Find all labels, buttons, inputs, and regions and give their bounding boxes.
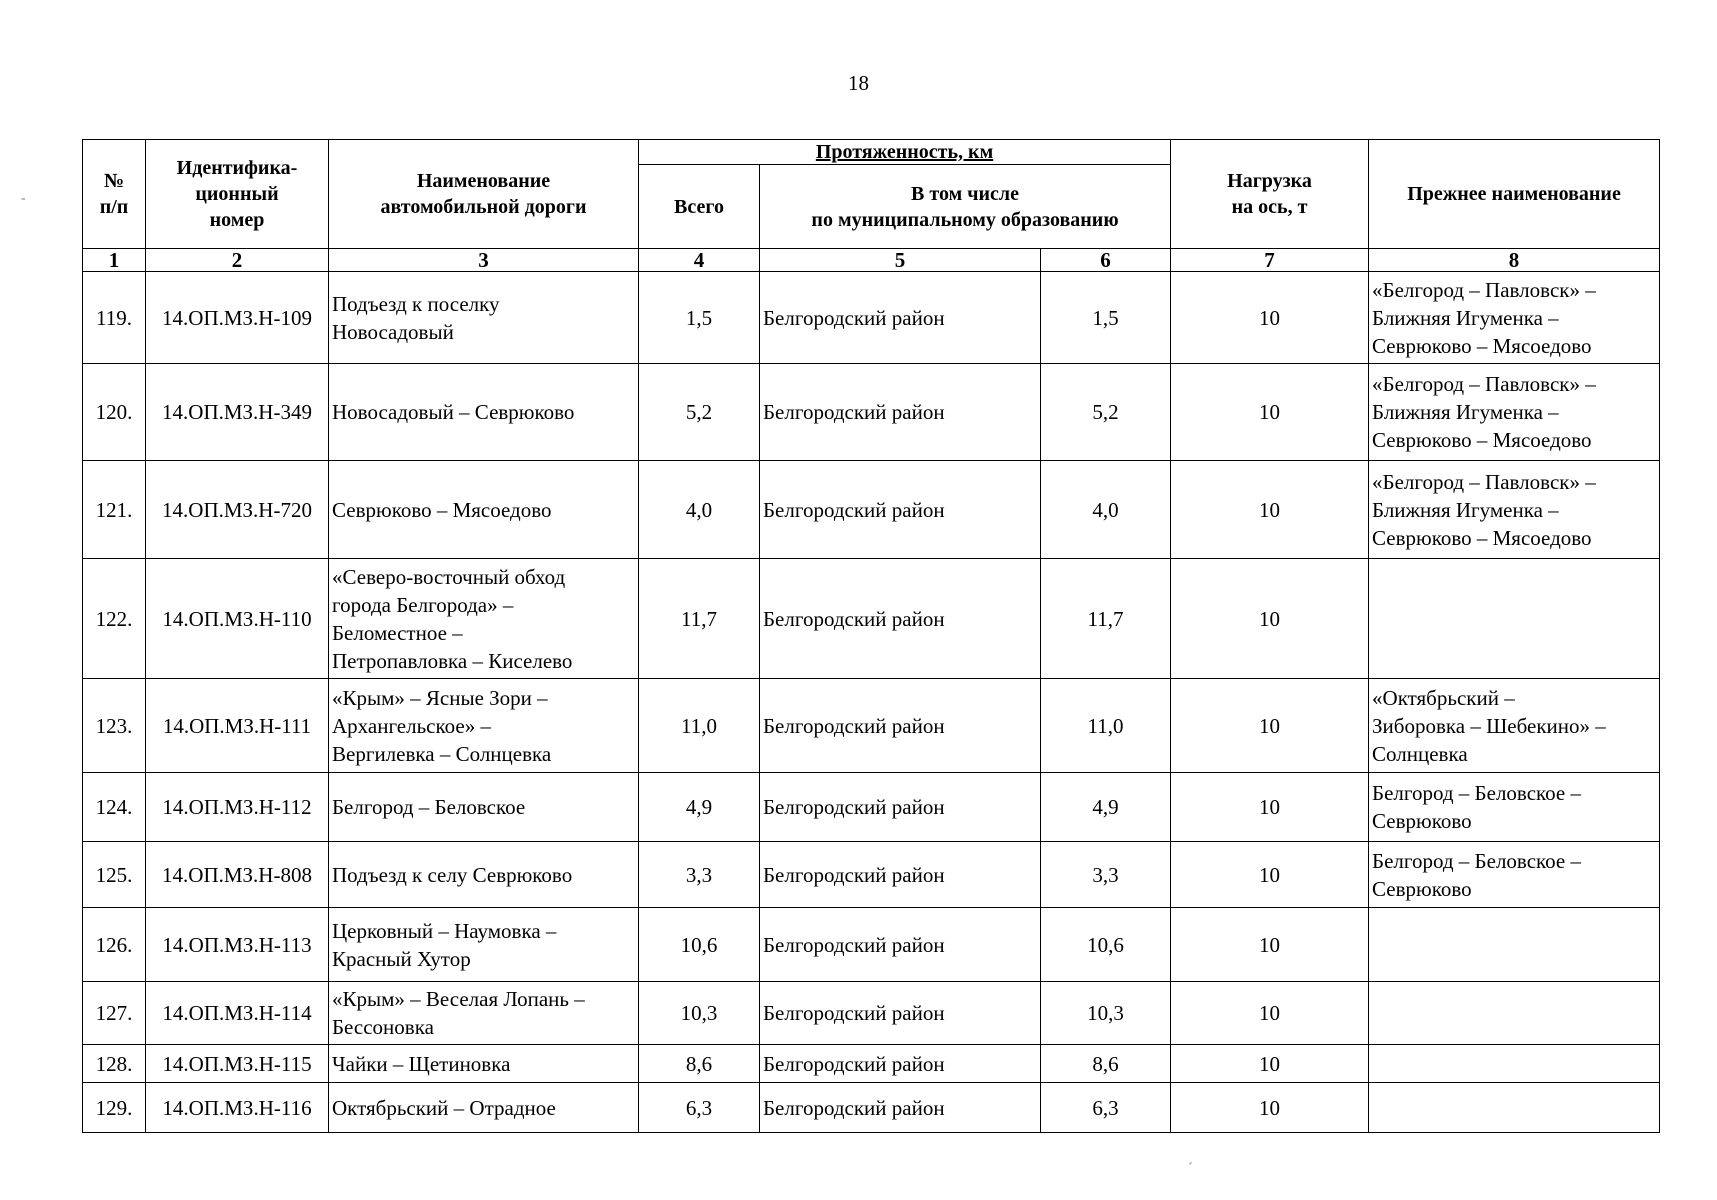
row-number: 129. [83,1083,146,1133]
column-number-row [83,249,1660,272]
district-name: Белгородский район [760,842,1041,908]
district-name: Белгородский район [760,1045,1041,1083]
axle-load: 10 [1171,1045,1369,1083]
column-number: 4 [639,249,760,272]
table-row [83,559,1660,679]
district-name: Белгородский район [760,559,1041,679]
row-number: 126. [83,908,146,982]
axle-load: 10 [1171,908,1369,982]
road-id: 14.ОП.МЗ.Н-110 [146,559,329,679]
row-number: 124. [83,773,146,842]
length-total: 11,0 [639,679,760,773]
district-length: 3,3 [1041,842,1171,908]
table-row [83,842,1660,908]
district-length: 5,2 [1041,364,1171,461]
header-load: Нагрузка на ось, т [1171,140,1369,249]
header-length-group [639,140,1171,165]
header-incl: В том числе по муниципальному образованию [760,165,1171,249]
header-id: Идентифика- ционный номер [146,140,329,249]
previous-name: «Белгород – Павловск» – Ближняя Игуменка – Севрюково – Мясоедово [1369,272,1660,364]
length-total: 1,5 [639,272,760,364]
previous-name [1369,559,1660,679]
table-row [83,272,1660,364]
district-length: 6,3 [1041,1083,1171,1133]
row-number: 123. [83,679,146,773]
previous-name [1369,1083,1660,1133]
road-id: 14.ОП.МЗ.Н-113 [146,908,329,982]
road-id: 14.ОП.МЗ.Н-808 [146,842,329,908]
district-name: Белгородский район [760,364,1041,461]
previous-name: Белгород – Беловское – Севрюково [1369,842,1660,908]
axle-load: 10 [1171,461,1369,559]
row-number: 120. [83,364,146,461]
road-id: 14.ОП.МЗ.Н-109 [146,272,329,364]
district-length: 10,3 [1041,982,1171,1045]
table-row [83,461,1660,559]
road-name: Церковный – Наумовка – Красный Хутор [329,908,639,982]
road-id: 14.ОП.МЗ.Н-116 [146,1083,329,1133]
road-name: Чайки – Щетиновка [329,1045,639,1083]
district-length: 10,6 [1041,908,1171,982]
axle-load: 10 [1171,982,1369,1045]
road-name: Белгород – Беловское [329,773,639,842]
table-row [83,364,1660,461]
previous-name: «Белгород – Павловск» – Ближняя Игуменка – Севрюково – Мясоедово [1369,364,1660,461]
district-length: 11,7 [1041,559,1171,679]
road-name: «Крым» – Ясные Зори – Архангельское» – Вергилевка – Солнцевка [329,679,639,773]
district-length: 8,6 [1041,1045,1171,1083]
row-number: 127. [83,982,146,1045]
district-name: Белгородский район [760,461,1041,559]
road-name: Подъезд к поселку Новосадовый [329,272,639,364]
table-row [83,1083,1660,1133]
axle-load: 10 [1171,364,1369,461]
column-number: 5 [760,249,1041,272]
scan-mark: ´ [1188,1161,1193,1176]
row-number: 125. [83,842,146,908]
length-total: 5,2 [639,364,760,461]
road-name: Подъезд к селу Севрюково [329,842,639,908]
row-number: 121. [83,461,146,559]
column-number: 2 [146,249,329,272]
district-length: 4,9 [1041,773,1171,842]
district-name: Белгородский район [760,908,1041,982]
row-number: 128. [83,1045,146,1083]
column-number: 6 [1041,249,1171,272]
length-total: 4,9 [639,773,760,842]
road-name: «Крым» – Веселая Лопань – Бессоновка [329,982,639,1045]
axle-load: 10 [1171,272,1369,364]
previous-name [1369,1045,1660,1083]
road-name: Севрюково – Мясоедово [329,461,639,559]
road-id: 14.ОП.МЗ.Н-720 [146,461,329,559]
district-length: 11,0 [1041,679,1171,773]
previous-name: «Белгород – Павловск» – Ближняя Игуменка – Севрюково – Мясоедово [1369,461,1660,559]
district-name: Белгородский район [760,982,1041,1045]
district-length: 4,0 [1041,461,1171,559]
length-total: 3,3 [639,842,760,908]
axle-load: 10 [1171,773,1369,842]
header-length-group-label: Протяженность, км [815,141,994,163]
row-number: 119. [83,272,146,364]
table-row [83,1045,1660,1083]
district-length: 1,5 [1041,272,1171,364]
header-row-1 [83,140,1660,165]
header-num: № п/п [83,140,146,249]
road-name: Октябрьский – Отрадное [329,1083,639,1133]
previous-name [1369,908,1660,982]
axle-load: 10 [1171,559,1369,679]
road-id: 14.ОП.МЗ.Н-115 [146,1045,329,1083]
road-id: 14.ОП.МЗ.Н-111 [146,679,329,773]
previous-name [1369,982,1660,1045]
previous-name: Белгород – Беловское – Севрюково [1369,773,1660,842]
length-total: 8,6 [639,1045,760,1083]
length-total: 11,7 [639,559,760,679]
axle-load: 10 [1171,679,1369,773]
district-name: Белгородский район [760,272,1041,364]
road-name: «Северо-восточный обход города Белгорода» – Беломестное – Петропавловка – Киселево [329,559,639,679]
column-number: 1 [83,249,146,272]
axle-load: 10 [1171,1083,1369,1133]
table-row [83,982,1660,1045]
column-number: 3 [329,249,639,272]
length-total: 6,3 [639,1083,760,1133]
column-number: 7 [1171,249,1369,272]
table-row [83,679,1660,773]
road-id: 14.ОП.МЗ.Н-114 [146,982,329,1045]
road-id: 14.ОП.МЗ.Н-349 [146,364,329,461]
header-prev: Прежнее наименование [1369,140,1660,249]
district-name: Белгородский район [760,773,1041,842]
length-total: 10,6 [639,908,760,982]
table-row [83,908,1660,982]
roads-table [82,139,1660,1133]
header-name: Наименование автомобильной дороги [329,140,639,249]
road-name: Новосадовый – Севрюково [329,364,639,461]
district-name: Белгородский район [760,1083,1041,1133]
column-number: 8 [1369,249,1660,272]
header-total: Всего [639,165,760,249]
previous-name: «Октябрьский – Зиборовка – Шебекино» – Солнцевка [1369,679,1660,773]
axle-load: 10 [1171,842,1369,908]
length-total: 10,3 [639,982,760,1045]
length-total: 4,0 [639,461,760,559]
road-id: 14.ОП.МЗ.Н-112 [146,773,329,842]
row-number: 122. [83,559,146,679]
page-number: 18 [848,71,869,95]
scan-mark: - [21,191,26,206]
table-body [83,249,1660,1133]
district-name: Белгородский район [760,679,1041,773]
table-row [83,773,1660,842]
